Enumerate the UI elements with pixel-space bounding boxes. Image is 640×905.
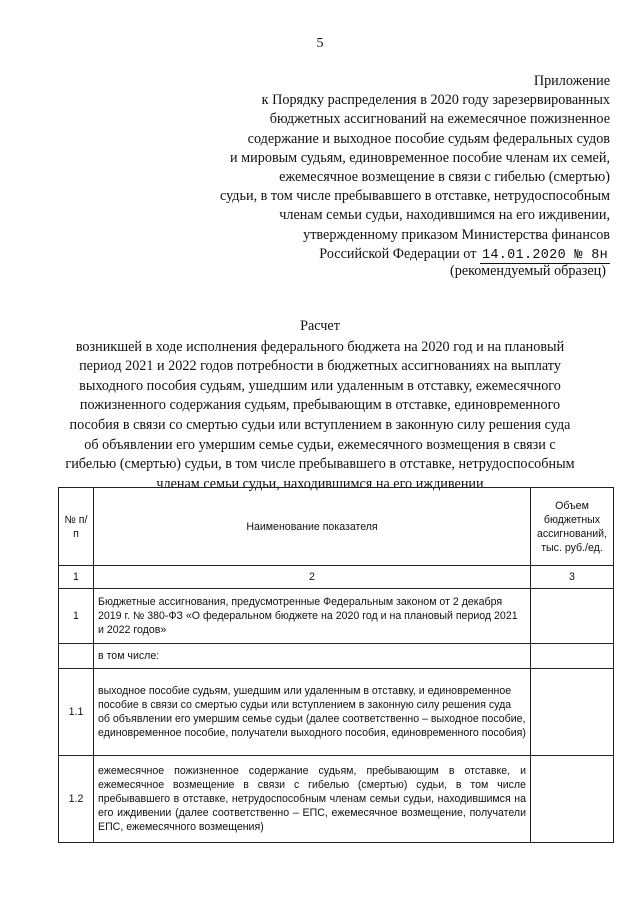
row-value [531,669,614,756]
title-line: об объявлении его умершим семье судьи, ежемесячного возмещения в связи с [84,436,556,453]
header-volume: Объем бюджетных ассигнований, тыс. руб./ед. [531,488,614,566]
appendix-line: и мировым судьям, единовременное пособие членам их семей, [230,149,610,166]
indicators-table [58,487,614,843]
row-number [59,644,94,669]
header-indicator-name: Наименование показателя [94,488,531,566]
table-header-row [59,488,614,566]
table-row [59,756,614,843]
title-line: период 2021 и 2022 годов потребности в бюджетных ассигнованиях на выплату [79,358,561,375]
column-index: 3 [531,566,614,589]
appendix-line: членам семьи судьи, находившимся на его иждивении, [279,207,610,224]
title-line: выходного пособия судьям, ушедшим или удаленным в отставку, ежемесячного [79,377,561,394]
row-indicator-text: выходное пособие судьям, ушедшим или удаленным в отставку, и единовременное пособие в связи со смертью судьи или вступлением в законную силу решения суда об объявлении его умершим семье судьи (далее соответственно – выходное пособие, единовременное пособие, получатели выходного пособия, единовременного пособия) [94,669,531,756]
title-line: возникшей в ходе исполнения федерального бюджета на 2020 год и на плановый [75,338,565,355]
row-value [531,644,614,669]
appendix-header [170,72,610,265]
row-indicator-text: в том числе: [94,644,531,669]
column-index: 2 [94,566,531,589]
row-number: 1 [59,589,94,644]
order-date-stamp [480,248,610,264]
appendix-order-line [170,245,610,265]
title-line: гибелью (смертью) судьи, в том числе пребывавшего в отставке, нетрудоспособным [65,456,575,473]
title-line: пособия в связи со смертью судьи или вступлением в законную силу решения суда [69,416,571,433]
recommended-sample-label: (рекомендуемый образец) [450,263,606,279]
row-value [531,589,614,644]
row-indicator-text: Бюджетные ассигнования, предусмотренные Федеральным законом от 2 декабря 2019 г. № 380-ФЗ «О федеральном бюджете на 2020 год и на плановый период 2021 и 2022 годов» [94,589,531,644]
table-row [59,644,614,669]
row-number: 1.1 [59,669,94,756]
order-number-label: № [574,247,583,263]
appendix-line: ежемесячное возмещение в связи с гибелью (смертью) [279,169,610,186]
appendix-line: бюджетных ассигнований на ежемесячное пожизненное [269,111,610,128]
calculation-title [40,317,600,494]
table-row [59,669,614,756]
row-indicator-text: ежемесячное пожизненное содержание судьям, пребывающим в отставке, и ежемесячное возмещение в связи с гибелью (смертью) судьи, в том числе пребывавшего в отставке, нетрудоспособным членам семьи судьи, находившимся на его иждивении (далее соответственно – ЕПС, ежемесячное возмещение, получатели ЕПС, ежемесячного возмещения) [94,756,531,843]
title-line: членам семьи судьи, находившимся на его иждивении [156,475,484,492]
column-index-row [59,566,614,589]
appendix-line: к Порядку распределения в 2020 году зарезервированных [261,92,610,109]
row-value [531,756,614,843]
order-date: 14.01.2020 [481,247,566,263]
appendix-line: судьи, в том числе пребывавшего в отставке, нетрудоспособным [219,188,610,205]
row-number: 1.2 [59,756,94,843]
header-num: № п/п [59,488,94,566]
order-number: 8н [591,247,608,263]
calculation-heading: Расчет [300,318,340,334]
appendix-line: Приложение [533,73,610,89]
title-line: пожизненного содержания судьям, пребывающим в отставке, единовременного [79,397,561,414]
table-row [59,589,614,644]
appendix-order-prefix: Российской Федерации от [319,245,477,262]
page-number: 5 [316,36,324,51]
appendix-line: утвержденному приказом Министерства финансов [303,226,610,243]
column-index: 1 [59,566,94,589]
appendix-line: содержание и выходное пособие судьям федеральных судов [247,130,610,147]
